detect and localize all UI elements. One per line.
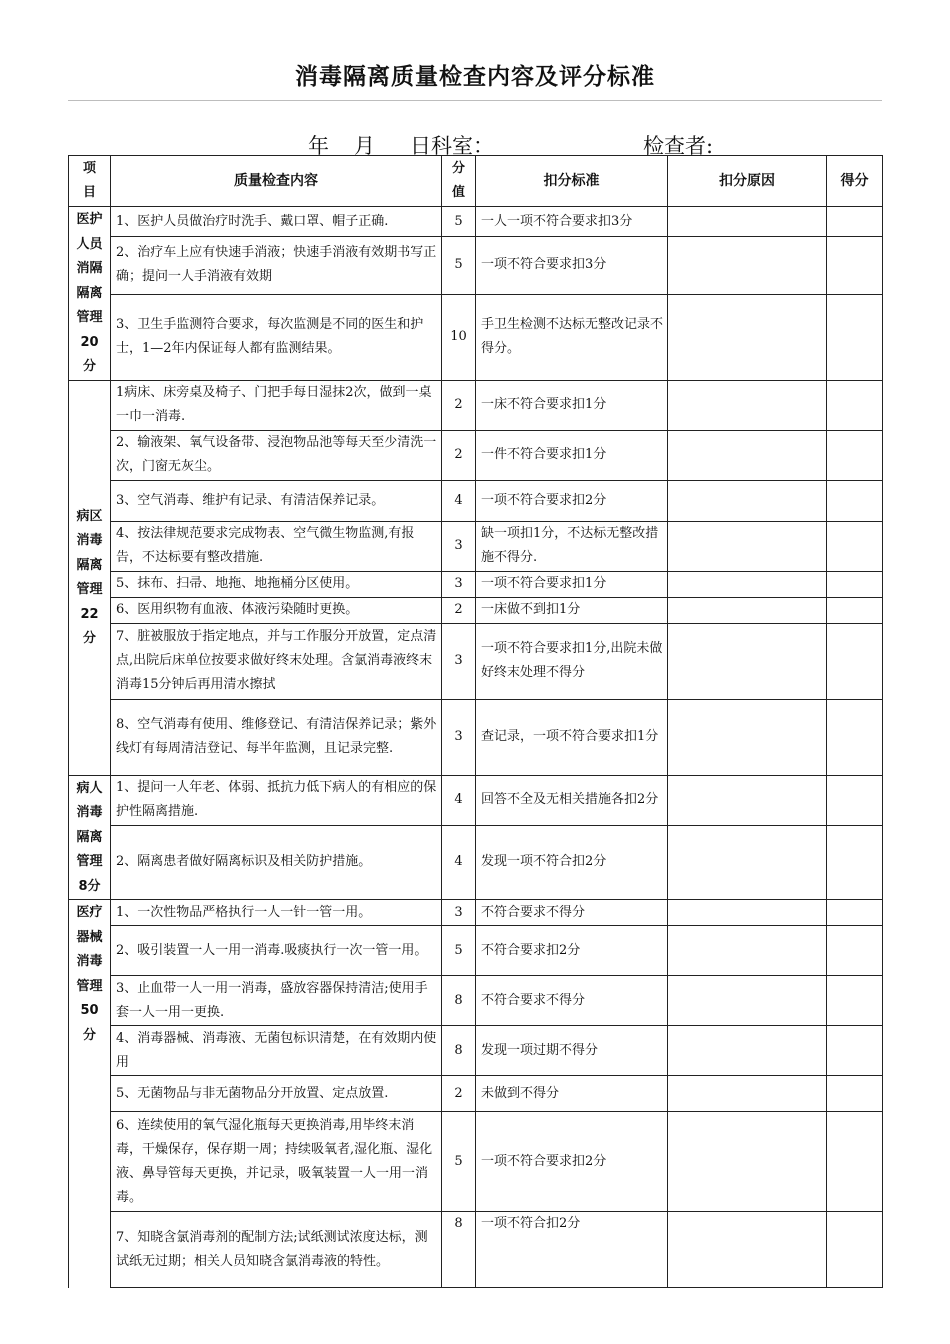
score-cell: 5	[442, 926, 476, 976]
got-score-cell[interactable]	[827, 597, 883, 623]
table-row	[69, 237, 883, 295]
deduct-reason-cell[interactable]	[668, 521, 827, 571]
table-row	[69, 1112, 883, 1212]
got-score-cell[interactable]	[827, 1026, 883, 1076]
deduct-reason-cell[interactable]	[668, 699, 827, 775]
standard-cell: 回答不全及无相关措施各扣2分	[476, 775, 668, 825]
standard-cell: 不符合要求不得分	[476, 976, 668, 1026]
deduct-reason-cell[interactable]	[668, 571, 827, 597]
content-cell: 4、消毒器械、消毒液、无菌包标识清楚，在有效期内使用	[111, 1026, 442, 1076]
table-row	[69, 1026, 883, 1076]
table-row	[69, 699, 883, 775]
content-cell: 2、治疗车上应有快速手消液；快速手消液有效期书写正确；提问一人手消液有效期	[111, 237, 442, 295]
header-deduct-reason: 扣分原因	[668, 156, 827, 207]
score-cell: 8	[442, 1212, 476, 1288]
table-row	[69, 825, 883, 899]
year-label: 年	[308, 134, 329, 158]
standard-cell: 发现一项过期不得分	[476, 1026, 668, 1076]
got-score-cell[interactable]	[827, 1212, 883, 1288]
got-score-cell[interactable]	[827, 521, 883, 571]
got-score-cell[interactable]	[827, 775, 883, 825]
got-score-cell[interactable]	[827, 237, 883, 295]
score-cell: 3	[442, 900, 476, 926]
got-score-cell[interactable]	[827, 976, 883, 1026]
standard-cell: 一件不符合要求扣1分	[476, 430, 668, 480]
deduct-reason-cell[interactable]	[668, 380, 827, 430]
standard-cell: 一项不符合要求扣2分	[476, 1112, 668, 1212]
deduct-reason-cell[interactable]	[668, 1112, 827, 1212]
table-row	[69, 207, 883, 237]
content-cell: 2、隔离患者做好隔离标识及相关防护措施。	[111, 825, 442, 899]
score-cell: 3	[442, 521, 476, 571]
got-score-cell[interactable]	[827, 207, 883, 237]
standard-cell: 手卫生检测不达标无整改记录不得分。	[476, 294, 668, 380]
score-cell: 5	[442, 207, 476, 237]
title-divider	[68, 100, 882, 101]
deduct-reason-cell[interactable]	[668, 623, 827, 699]
header-content: 质量检查内容	[111, 156, 442, 207]
table-row	[69, 623, 883, 699]
table-row	[69, 521, 883, 571]
table-row	[69, 597, 883, 623]
deduct-reason-cell[interactable]	[668, 480, 827, 521]
standard-cell: 一项不符合要求扣1分	[476, 571, 668, 597]
page-title: 消毒隔离质量检查内容及评分标准	[295, 64, 655, 90]
content-cell: 1、提问一人年老、体弱、抵抗力低下病人的有相应的保护性隔离措施.	[111, 775, 442, 825]
got-score-cell[interactable]	[827, 926, 883, 976]
score-cell: 5	[442, 1112, 476, 1212]
got-score-cell[interactable]	[827, 825, 883, 899]
standard-cell: 一床不符合要求扣1分	[476, 380, 668, 430]
got-score-cell[interactable]	[827, 294, 883, 380]
got-score-cell[interactable]	[827, 571, 883, 597]
score-cell: 4	[442, 775, 476, 825]
deduct-reason-cell[interactable]	[668, 976, 827, 1026]
standard-cell: 未做到不得分	[476, 1076, 668, 1112]
content-cell: 3、空气消毒、维护有记录、有清洁保养记录。	[111, 480, 442, 521]
deduct-reason-cell[interactable]	[668, 1212, 827, 1288]
got-score-cell[interactable]	[827, 380, 883, 430]
header-deduct-standard: 扣分标准	[476, 156, 668, 207]
inspector-label: 检查者:	[643, 134, 714, 158]
header-got-score: 得分	[827, 156, 883, 207]
score-cell: 2	[442, 380, 476, 430]
table-row	[69, 480, 883, 521]
deduct-reason-cell[interactable]	[668, 825, 827, 899]
table-row	[69, 380, 883, 430]
got-score-cell[interactable]	[827, 699, 883, 775]
deduct-reason-cell[interactable]	[668, 597, 827, 623]
standard-cell: 一项不符合要求扣3分	[476, 237, 668, 295]
score-cell: 2	[442, 430, 476, 480]
deduct-reason-cell[interactable]	[668, 237, 827, 295]
got-score-cell[interactable]	[827, 430, 883, 480]
standard-cell: 一项不符合要求扣2分	[476, 480, 668, 521]
table-row	[69, 900, 883, 926]
score-cell: 8	[442, 1026, 476, 1076]
content-cell: 8、空气消毒有使用、维修登记、有清洁保养记录；紫外线灯有每周清洁登记、每半年监测，且记录完整.	[111, 699, 442, 775]
category-cell: 医护人员消隔隔离管理20分	[69, 207, 111, 381]
got-score-cell[interactable]	[827, 480, 883, 521]
score-cell: 3	[442, 623, 476, 699]
got-score-cell[interactable]	[827, 1112, 883, 1212]
content-cell: 7、知晓含氯消毒剂的配制方法;试纸测试浓度达标，测试纸无过期；相关人员知晓含氯消毒液的特性。	[111, 1212, 442, 1288]
score-cell: 3	[442, 571, 476, 597]
content-cell: 3、卫生手监测符合要求，每次监测是不同的医生和护士，1—2年内保证每人都有监测结果。	[111, 294, 442, 380]
got-score-cell[interactable]	[827, 1076, 883, 1112]
standard-cell: 一项不符合要求扣1分,出院未做好终末处理不得分	[476, 623, 668, 699]
deduct-reason-cell[interactable]	[668, 207, 827, 237]
content-cell: 6、医用织物有血液、体液污染随时更换。	[111, 597, 442, 623]
deduct-reason-cell[interactable]	[668, 926, 827, 976]
header-score: 分值	[442, 156, 476, 207]
score-cell: 8	[442, 976, 476, 1026]
category-cell: 病人消毒隔离管理8分	[69, 775, 111, 900]
content-cell: 5、无菌物品与非无菌物品分开放置、定点放置.	[111, 1076, 442, 1112]
score-cell: 2	[442, 1076, 476, 1112]
deduct-reason-cell[interactable]	[668, 1076, 827, 1112]
category-cell: 医疗器械消毒管理50分	[69, 900, 111, 1288]
table-row	[69, 775, 883, 825]
got-score-cell[interactable]	[827, 900, 883, 926]
month-label: 月	[354, 134, 375, 158]
table-row	[69, 294, 883, 380]
content-cell: 1、医护人员做治疗时洗手、戴口罩、帽子正确.	[111, 207, 442, 237]
category-cell: 病区消毒隔离管理22分	[69, 380, 111, 775]
table-row	[69, 1212, 883, 1288]
score-cell: 10	[442, 294, 476, 380]
content-cell: 2、吸引装置一人一用一消毒.吸痰执行一次一管一用。	[111, 926, 442, 976]
standard-cell: 缺一项扣1分，不达标无整改措施不得分.	[476, 521, 668, 571]
standard-cell: 一床做不到扣1分	[476, 597, 668, 623]
content-cell: 7、脏被服放于指定地点，并与工作服分开放置，定点清点,出院后床单位按要求做好终末处理。含氯消毒液终末消毒15分钟后再用清水擦拭	[111, 623, 442, 699]
score-cell: 4	[442, 825, 476, 899]
standard-cell: 发现一项不符合扣2分	[476, 825, 668, 899]
deduct-reason-cell[interactable]	[668, 775, 827, 825]
content-cell: 3、止血带一人一用一消毒，盛放容器保持清洁;使用手套一人一用一更换.	[111, 976, 442, 1026]
standard-cell: 不符合要求扣2分	[476, 926, 668, 976]
score-cell: 2	[442, 597, 476, 623]
standard-cell: 查记录，一项不符合要求扣1分	[476, 699, 668, 775]
day-department-label: 日科室：	[410, 134, 494, 158]
table-row	[69, 571, 883, 597]
standard-cell: 不符合要求不得分	[476, 900, 668, 926]
deduct-reason-cell[interactable]	[668, 900, 827, 926]
inspection-table	[68, 155, 883, 1288]
table-row	[69, 976, 883, 1026]
content-cell: 2、输液架、氧气设备带、浸泡物品池等每天至少清洗一次，门窗无灰尘。	[111, 430, 442, 480]
score-cell: 3	[442, 699, 476, 775]
deduct-reason-cell[interactable]	[668, 1026, 827, 1076]
table-row	[69, 926, 883, 976]
content-cell: 6、连续使用的氧气湿化瓶每天更换消毒,用毕终末消毒，干燥保存，保存期一周；持续吸氧者,湿化瓶、湿化液、鼻导管每天更换，并记录，吸氧装置一人一用一消毒。	[111, 1112, 442, 1212]
got-score-cell[interactable]	[827, 623, 883, 699]
content-cell: 1、一次性物品严格执行一人一针一管一用。	[111, 900, 442, 926]
header-item: 项目	[69, 156, 111, 207]
content-cell: 1病床、床旁桌及椅子、门把手每日湿抹2次，做到一桌一巾一消毒.	[111, 380, 442, 430]
content-cell: 4、按法律规范要求完成物表、空气微生物监测,有报告，不达标要有整改措施.	[111, 521, 442, 571]
content-cell: 5、抹布、扫帚、地拖、地拖桶分区使用。	[111, 571, 442, 597]
deduct-reason-cell[interactable]	[668, 430, 827, 480]
table-row	[69, 430, 883, 480]
standard-cell: 一项不符合扣2分	[476, 1212, 668, 1288]
deduct-reason-cell[interactable]	[668, 294, 827, 380]
score-cell: 4	[442, 480, 476, 521]
score-cell: 5	[442, 237, 476, 295]
standard-cell: 一人一项不符合要求扣3分	[476, 207, 668, 237]
table-row	[69, 1076, 883, 1112]
